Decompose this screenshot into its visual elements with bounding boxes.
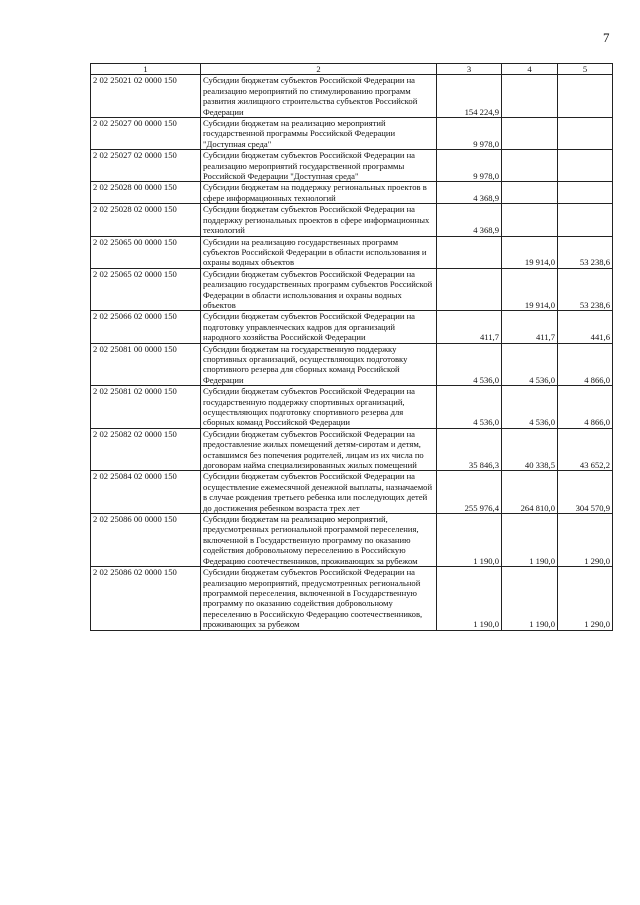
amount-col4-cell: 411,7	[502, 311, 558, 343]
amount-col4-cell	[502, 75, 558, 118]
amount-col3-cell: 154 224,9	[437, 75, 502, 118]
amount-col4-cell: 1 190,0	[502, 514, 558, 567]
budget-code-cell: 2 02 25084 02 0000 150	[91, 471, 201, 514]
budget-code-cell: 2 02 25082 02 0000 150	[91, 428, 201, 471]
description-cell: Субсидии бюджетам субъектов Российской Федерации на реализацию государственных программ субъектов Российской Федерации в области использования и охраны водных объектов	[201, 268, 437, 311]
description-cell: Субсидии бюджетам на поддержку региональных проектов в сфере информационных технологий	[201, 182, 437, 204]
table-row	[91, 514, 613, 567]
amount-col5-cell	[558, 204, 613, 236]
description-cell: Субсидии бюджетам субъектов Российской Федерации на реализацию мероприятий по стимулированию программ развития жилищного строительства субъектов Российской Федерации	[201, 75, 437, 118]
amount-col4-cell	[502, 182, 558, 204]
amount-col4-cell: 19 914,0	[502, 236, 558, 268]
amount-col5-cell: 43 652,2	[558, 428, 613, 471]
amount-col4-cell: 1 190,0	[502, 567, 558, 630]
table-body	[91, 75, 613, 630]
amount-col4-cell	[502, 118, 558, 150]
amount-col5-cell	[558, 75, 613, 118]
description-cell: Субсидии бюджетам субъектов Российской Федерации на поддержку региональных проектов в сфере информационных технологий	[201, 204, 437, 236]
description-cell: Субсидии бюджетам на реализацию мероприятий, предусмотренных региональной программой переселения, включенной в Государственную программу по оказанию содействия добровольному переселению в Российскую Федерацию соотечественников, проживающих за рубежом	[201, 514, 437, 567]
amount-col3-cell: 411,7	[437, 311, 502, 343]
amount-col5-cell: 53 238,6	[558, 268, 613, 311]
amount-col4-cell: 264 810,0	[502, 471, 558, 514]
description-cell: Субсидии на реализацию государственных программ субъектов Российской Федерации в области использования и охраны водных объектов	[201, 236, 437, 268]
table-row	[91, 236, 613, 268]
budget-code-cell: 2 02 25086 00 0000 150	[91, 514, 201, 567]
amount-col4-cell: 19 914,0	[502, 268, 558, 311]
amount-col3-cell: 4 368,9	[437, 204, 502, 236]
table-row	[91, 343, 613, 386]
amount-col5-cell: 53 238,6	[558, 236, 613, 268]
budget-code-cell: 2 02 25021 02 0000 150	[91, 75, 201, 118]
page-number: 7	[603, 30, 610, 45]
budget-code-cell: 2 02 25028 02 0000 150	[91, 204, 201, 236]
description-cell: Субсидии бюджетам субъектов Российской Федерации на реализацию мероприятий, предусмотренных региональной программой переселения, включенной в Государственную программу по оказанию содействия добровольному переселению в Российскую Федерацию соотечественников, проживающих за рубежом	[201, 567, 437, 630]
amount-col3-cell	[437, 236, 502, 268]
column-header-5: 5	[558, 64, 613, 75]
amount-col3-cell: 1 190,0	[437, 567, 502, 630]
amount-col5-cell: 4 866,0	[558, 386, 613, 429]
amount-col5-cell	[558, 118, 613, 150]
table-row	[91, 428, 613, 471]
table-row	[91, 182, 613, 204]
table-row	[91, 204, 613, 236]
budget-code-cell: 2 02 25086 02 0000 150	[91, 567, 201, 630]
amount-col5-cell	[558, 182, 613, 204]
amount-col3-cell: 255 976,4	[437, 471, 502, 514]
table-row	[91, 471, 613, 514]
budget-code-cell: 2 02 25066 02 0000 150	[91, 311, 201, 343]
amount-col3-cell: 4 536,0	[437, 386, 502, 429]
table-row	[91, 118, 613, 150]
amount-col3-cell: 35 846,3	[437, 428, 502, 471]
column-header-4: 4	[502, 64, 558, 75]
description-cell: Субсидии бюджетам субъектов Российской Федерации на государственную поддержку спортивных организаций, осуществляющих подготовку спортивного резерва для сборных команд Российской Федерации	[201, 386, 437, 429]
amount-col3-cell: 4 536,0	[437, 343, 502, 386]
table-row	[91, 311, 613, 343]
description-cell: Субсидии бюджетам субъектов Российской Федерации на осуществление ежемесячной денежной выплаты, назначаемой в случае рождения третьего ребенка или последующих детей до достижения ребенком возраста трех лет	[201, 471, 437, 514]
amount-col4-cell: 40 338,5	[502, 428, 558, 471]
amount-col3-cell: 9 978,0	[437, 150, 502, 182]
budget-code-cell: 2 02 25081 02 0000 150	[91, 386, 201, 429]
budget-code-cell: 2 02 25027 00 0000 150	[91, 118, 201, 150]
amount-col4-cell: 4 536,0	[502, 343, 558, 386]
budget-code-cell: 2 02 25027 02 0000 150	[91, 150, 201, 182]
amount-col4-cell	[502, 204, 558, 236]
amount-col5-cell: 1 290,0	[558, 567, 613, 630]
column-header-2: 2	[201, 64, 437, 75]
amount-col4-cell: 4 536,0	[502, 386, 558, 429]
table-row	[91, 268, 613, 311]
description-cell: Субсидии бюджетам субъектов Российской Федерации на подготовку управленческих кадров для организаций народного хозяйства Российской Федерации	[201, 311, 437, 343]
description-cell: Субсидии бюджетам на реализацию мероприятий государственной программы Российской Федерации "Доступная среда"	[201, 118, 437, 150]
budget-code-cell: 2 02 25028 00 0000 150	[91, 182, 201, 204]
amount-col3-cell	[437, 268, 502, 311]
budget-code-cell: 2 02 25065 00 0000 150	[91, 236, 201, 268]
budget-code-cell: 2 02 25081 00 0000 150	[91, 343, 201, 386]
column-header-3: 3	[437, 64, 502, 75]
column-header-1: 1	[91, 64, 201, 75]
amount-col3-cell: 1 190,0	[437, 514, 502, 567]
amount-col5-cell: 304 570,9	[558, 471, 613, 514]
description-cell: Субсидии бюджетам субъектов Российской Федерации на предоставление жилых помещений детям-сиротам и детям, оставшимся без попечения родителей, лицам из их числа по договорам найма специализированных жилых помещений	[201, 428, 437, 471]
amount-col3-cell: 9 978,0	[437, 118, 502, 150]
table-row	[91, 567, 613, 630]
amount-col5-cell: 4 866,0	[558, 343, 613, 386]
amount-col5-cell: 1 290,0	[558, 514, 613, 567]
table-row	[91, 75, 613, 118]
table-row	[91, 150, 613, 182]
amount-col4-cell	[502, 150, 558, 182]
description-cell: Субсидии бюджетам на государственную поддержку спортивных организаций, осуществляющих подготовку спортивного резерва для сборных команд Российской Федерации	[201, 343, 437, 386]
amount-col5-cell	[558, 150, 613, 182]
description-cell: Субсидии бюджетам субъектов Российской Федерации на реализацию мероприятий государственной программы Российской Федерации "Доступная среда"	[201, 150, 437, 182]
budget-table	[90, 63, 613, 631]
table-row	[91, 386, 613, 429]
amount-col3-cell: 4 368,9	[437, 182, 502, 204]
budget-code-cell: 2 02 25065 02 0000 150	[91, 268, 201, 311]
header-row	[91, 64, 613, 75]
amount-col5-cell: 441,6	[558, 311, 613, 343]
